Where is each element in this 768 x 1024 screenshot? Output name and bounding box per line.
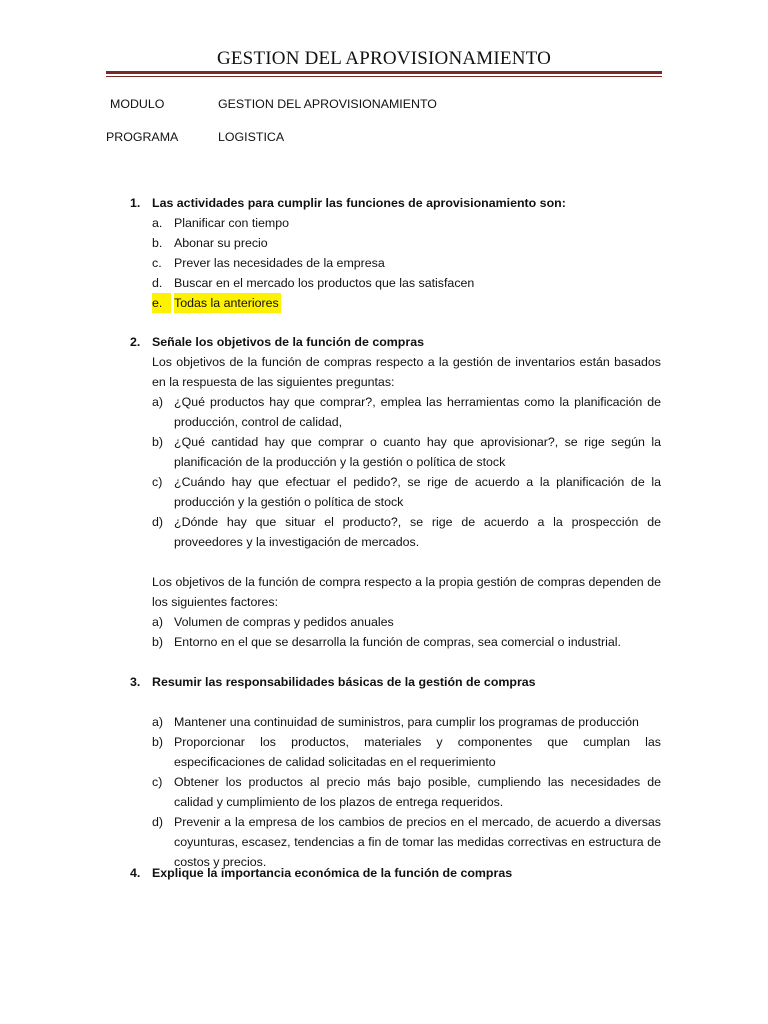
question-2 bbox=[0, 332, 768, 652]
question-heading bbox=[0, 863, 768, 883]
list-item bbox=[0, 273, 768, 293]
question-heading bbox=[0, 672, 768, 692]
list-item bbox=[0, 712, 768, 732]
item-text: Prevenir a la empresa de los cambios de precios en el mercado, de acuerdo a diversas coyunturas, escasez, tendencias a fin de tomar las medidas correctivas en estructura de costos y precios. bbox=[174, 815, 661, 869]
list-item bbox=[0, 233, 768, 253]
item-letter: b) bbox=[152, 435, 164, 449]
item-letter: b) bbox=[152, 735, 164, 749]
option-text-highlighted: Todas la anteriores bbox=[174, 293, 281, 313]
question-number: 2. bbox=[130, 335, 141, 349]
list-item bbox=[0, 732, 768, 772]
question-heading bbox=[0, 332, 768, 352]
list-item bbox=[0, 213, 768, 233]
option-text: Prever las necesidades de la empresa bbox=[174, 256, 385, 270]
option-text: Buscar en el mercado los productos que las satisfacen bbox=[174, 276, 475, 290]
answer-list bbox=[0, 392, 768, 552]
item-letter: a) bbox=[152, 395, 164, 409]
meta-label: PROGRAMA bbox=[106, 130, 179, 144]
meta-value: GESTION DEL APROVISIONAMIENTO bbox=[218, 97, 437, 111]
paragraph: Los objetivos de la función de compra respecto a la propia gestión de compras dependen de los siguientes factores: bbox=[152, 575, 661, 609]
question-number: 1. bbox=[130, 196, 141, 210]
item-text: Mantener una continuidad de suministros, para cumplir los programas de producción bbox=[174, 715, 639, 729]
item-text: ¿Dónde hay que situar el producto?, se rige de acuerdo a la prospección de proveedores y la investigación de mercados. bbox=[174, 515, 661, 549]
list-item bbox=[0, 772, 768, 812]
question-text: Explique la importancia económica de la función de compras bbox=[152, 866, 513, 880]
item-text: ¿Cuándo hay que efectuar el pedido?, se rige de acuerdo a la planificación de la producción y la gestión o política de stock bbox=[174, 475, 661, 509]
list-item bbox=[0, 612, 768, 632]
question-text: Las actividades para cumplir las funciones de aprovisionamiento son: bbox=[152, 196, 566, 210]
list-item-highlighted bbox=[0, 293, 768, 313]
list-item bbox=[0, 432, 768, 472]
question-heading bbox=[0, 193, 768, 213]
item-letter: a) bbox=[152, 715, 164, 729]
meta-label: MODULO bbox=[110, 97, 165, 111]
paragraph: Los objetivos de la función de compras respecto a la gestión de inventarios están basados en la respuesta de las siguientes preguntas: bbox=[152, 355, 661, 389]
item-letter: a) bbox=[152, 615, 164, 629]
list-item bbox=[0, 392, 768, 432]
option-letter: b. bbox=[152, 236, 163, 250]
item-text: ¿Qué productos hay que comprar?, emplea las herramientas como la planificación de producción, control de calidad, bbox=[174, 395, 661, 429]
item-text: ¿Qué cantidad hay que comprar o cuanto hay que aprovisionar?, se rige según la planificación de la producción y la gestión o política de stock bbox=[174, 435, 661, 469]
page-title: GESTION DEL APROVISIONAMIENTO bbox=[216, 48, 552, 69]
list-item bbox=[0, 512, 768, 552]
question-number: 4. bbox=[130, 866, 141, 880]
question-number: 3. bbox=[130, 675, 141, 689]
item-letter: c) bbox=[152, 775, 163, 789]
option-text: Abonar su precio bbox=[174, 236, 268, 250]
responsibility-list bbox=[0, 712, 768, 872]
meta-value: LOGISTICA bbox=[218, 130, 285, 144]
question-3 bbox=[0, 672, 768, 872]
option-letter: e. bbox=[152, 293, 171, 313]
list-item bbox=[0, 253, 768, 273]
question-text: Señale los objetivos de la función de compras bbox=[152, 335, 424, 349]
option-letter: d. bbox=[152, 276, 163, 290]
item-text: Obtener los productos al precio más bajo posible, cumpliendo las necesidades de calidad y cumplimiento de los plazos de entrega requeridos. bbox=[174, 775, 661, 809]
option-list bbox=[0, 213, 768, 313]
item-text: Entorno en el que se desarrolla la función de compras, sea comercial o industrial. bbox=[174, 635, 621, 649]
item-text: Volumen de compras y pedidos anuales bbox=[174, 615, 394, 629]
list-item bbox=[0, 472, 768, 512]
question-4 bbox=[0, 863, 768, 883]
list-item bbox=[0, 632, 768, 652]
item-text: Proporcionar los productos, materiales y componentes que cumplan las especificaciones de calidad solicitadas en el requerimiento bbox=[174, 735, 661, 769]
question-text: Resumir las responsabilidades básicas de la gestión de compras bbox=[152, 675, 536, 689]
option-letter: a. bbox=[152, 216, 163, 230]
item-letter: c) bbox=[152, 475, 163, 489]
factor-list bbox=[0, 612, 768, 652]
item-letter: d) bbox=[152, 815, 164, 829]
item-letter: b) bbox=[152, 635, 164, 649]
option-text: Planificar con tiempo bbox=[174, 216, 290, 230]
question-1 bbox=[0, 193, 768, 313]
title-divider bbox=[106, 71, 662, 77]
option-letter: c. bbox=[152, 256, 162, 270]
item-letter: d) bbox=[152, 515, 164, 529]
